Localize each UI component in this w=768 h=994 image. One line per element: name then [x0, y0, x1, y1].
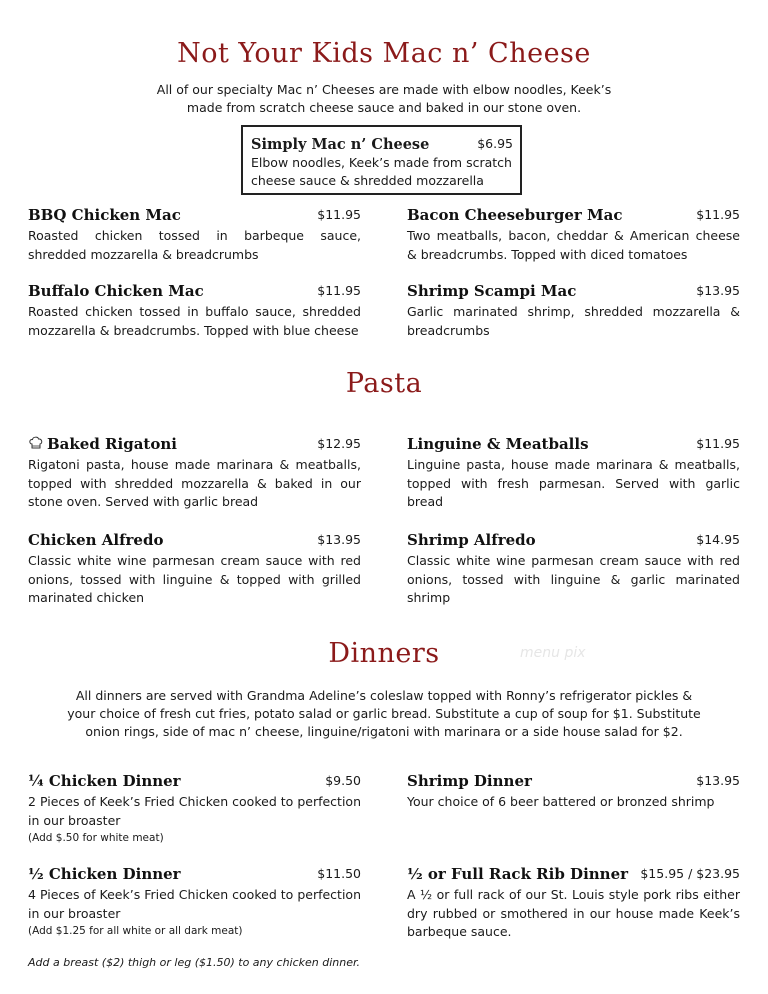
menu-item [28, 434, 361, 512]
chef-hat-icon [28, 435, 44, 451]
item-price: $15.95 / $23.95 [640, 866, 740, 881]
item-desc: 2 Pieces of Keek’s Fried Chicken cooked to perfection in our broaster [28, 794, 361, 828]
item-note: (Add $1.25 for all white or all dark meat) [28, 925, 243, 937]
featured-item-name: Simply Mac n’ Cheese [251, 136, 430, 153]
item-desc: Classic white wine parmesan cream sauce with red onions, tossed with linguine & topped with grilled marinated chicken [28, 553, 361, 605]
item-price: $9.50 [325, 773, 361, 788]
item-name: Bacon Cheeseburger Mac [407, 206, 623, 224]
pasta-section-title: Pasta [345, 368, 423, 399]
item-price: $11.95 [696, 207, 740, 222]
menu-item [407, 530, 740, 608]
item-desc: 4 Pieces of Keek’s Fried Chicken cooked to perfection in our broaster [28, 887, 361, 921]
item-name: Chicken Alfredo [28, 531, 164, 549]
item-name: BBQ Chicken Mac [28, 206, 181, 224]
item-desc: Roasted chicken tossed in buffalo sauce, shredded mozzarella & breadcrumbs. Topped with blue cheese [28, 304, 361, 338]
item-desc: A ½ or full rack of our St. Louis style pork ribs either dry rubbed or smothered in our house made Keek’s barbeque sauce. [407, 887, 740, 939]
menu-item [28, 205, 361, 264]
item-note: (Add $.50 for white meat) [28, 832, 164, 844]
item-price: $11.95 [317, 207, 361, 222]
item-desc: Rigatoni pasta, house made marinara & meatballs, topped with shredded mozzarella & baked in our stone oven. Served with garlic bread [28, 457, 361, 509]
mac-intro: All of our specialty Mac n’ Cheeses are made with elbow noodles, Keek’s made from scratch cheese sauce and baked in our stone oven. [156, 82, 612, 115]
item-price: $11.95 [317, 283, 361, 298]
item-price: $11.50 [317, 866, 361, 881]
watermark: menu pix [520, 645, 586, 661]
item-desc: Roasted chicken tossed in barbeque sauce, shredded mozzarella & breadcrumbs [28, 228, 361, 262]
menu-item [28, 281, 361, 340]
menu-item [407, 205, 740, 264]
item-name: ½ or Full Rack Rib Dinner [407, 865, 629, 883]
item-name: Linguine & Meatballs [407, 435, 589, 453]
mac-section-title: Not Your Kids Mac n’ Cheese [177, 38, 591, 69]
featured-item-box [241, 125, 522, 195]
dinners-footnote: Add a breast ($2) thigh or leg ($1.50) to any chicken dinner. [28, 956, 361, 969]
item-name: Shrimp Alfredo [407, 531, 536, 549]
menu-item [407, 771, 740, 812]
item-name: Baked Rigatoni [47, 435, 177, 453]
item-desc: Classic white wine parmesan cream sauce with red onions, tossed with linguine & garlic marinated shrimp [407, 553, 740, 605]
featured-item-desc: Elbow noodles, Keek’s made from scratch cheese sauce & shredded mozzarella [251, 155, 512, 188]
featured-item-price: $6.95 [477, 136, 513, 151]
item-price: $12.95 [317, 436, 361, 451]
item-desc: Linguine pasta, house made marinara & meatballs, topped with fresh parmesan. Served with garlic bread [407, 457, 740, 509]
item-desc: Garlic marinated shrimp, shredded mozzarella & breadcrumbs [407, 304, 740, 338]
dinners-intro: All dinners are served with Grandma Adeline’s coleslaw topped with Ronny’s refrigerator pickles & your choice of fresh cut fries, potato salad or garlic bread. Substitute a cup of soup for $1. Substitute onion rings, side of mac n’ cheese, linguine/rigatoni with marinara or a side house salad for $2. [67, 688, 701, 739]
item-name: ½ Chicken Dinner [28, 865, 181, 883]
item-price: $11.95 [696, 436, 740, 451]
menu-item [407, 864, 740, 942]
dinners-section-title: Dinners [328, 638, 440, 669]
menu-item [28, 530, 361, 608]
item-price: $13.95 [317, 532, 361, 547]
menu-item [407, 281, 740, 340]
item-price: $13.95 [696, 773, 740, 788]
item-desc: Your choice of 6 beer battered or bronzed shrimp [407, 794, 715, 809]
item-name: Buffalo Chicken Mac [28, 282, 204, 300]
menu-item [28, 771, 361, 846]
item-name: ¼ Chicken Dinner [28, 772, 181, 790]
item-name: Shrimp Scampi Mac [407, 282, 577, 300]
item-price: $14.95 [696, 532, 740, 547]
menu-item [407, 434, 740, 512]
item-desc: Two meatballs, bacon, cheddar & American cheese & breadcrumbs. Topped with diced tomatoes [407, 228, 740, 262]
menu-item [28, 864, 361, 939]
item-name: Shrimp Dinner [407, 772, 532, 790]
item-price: $13.95 [696, 283, 740, 298]
